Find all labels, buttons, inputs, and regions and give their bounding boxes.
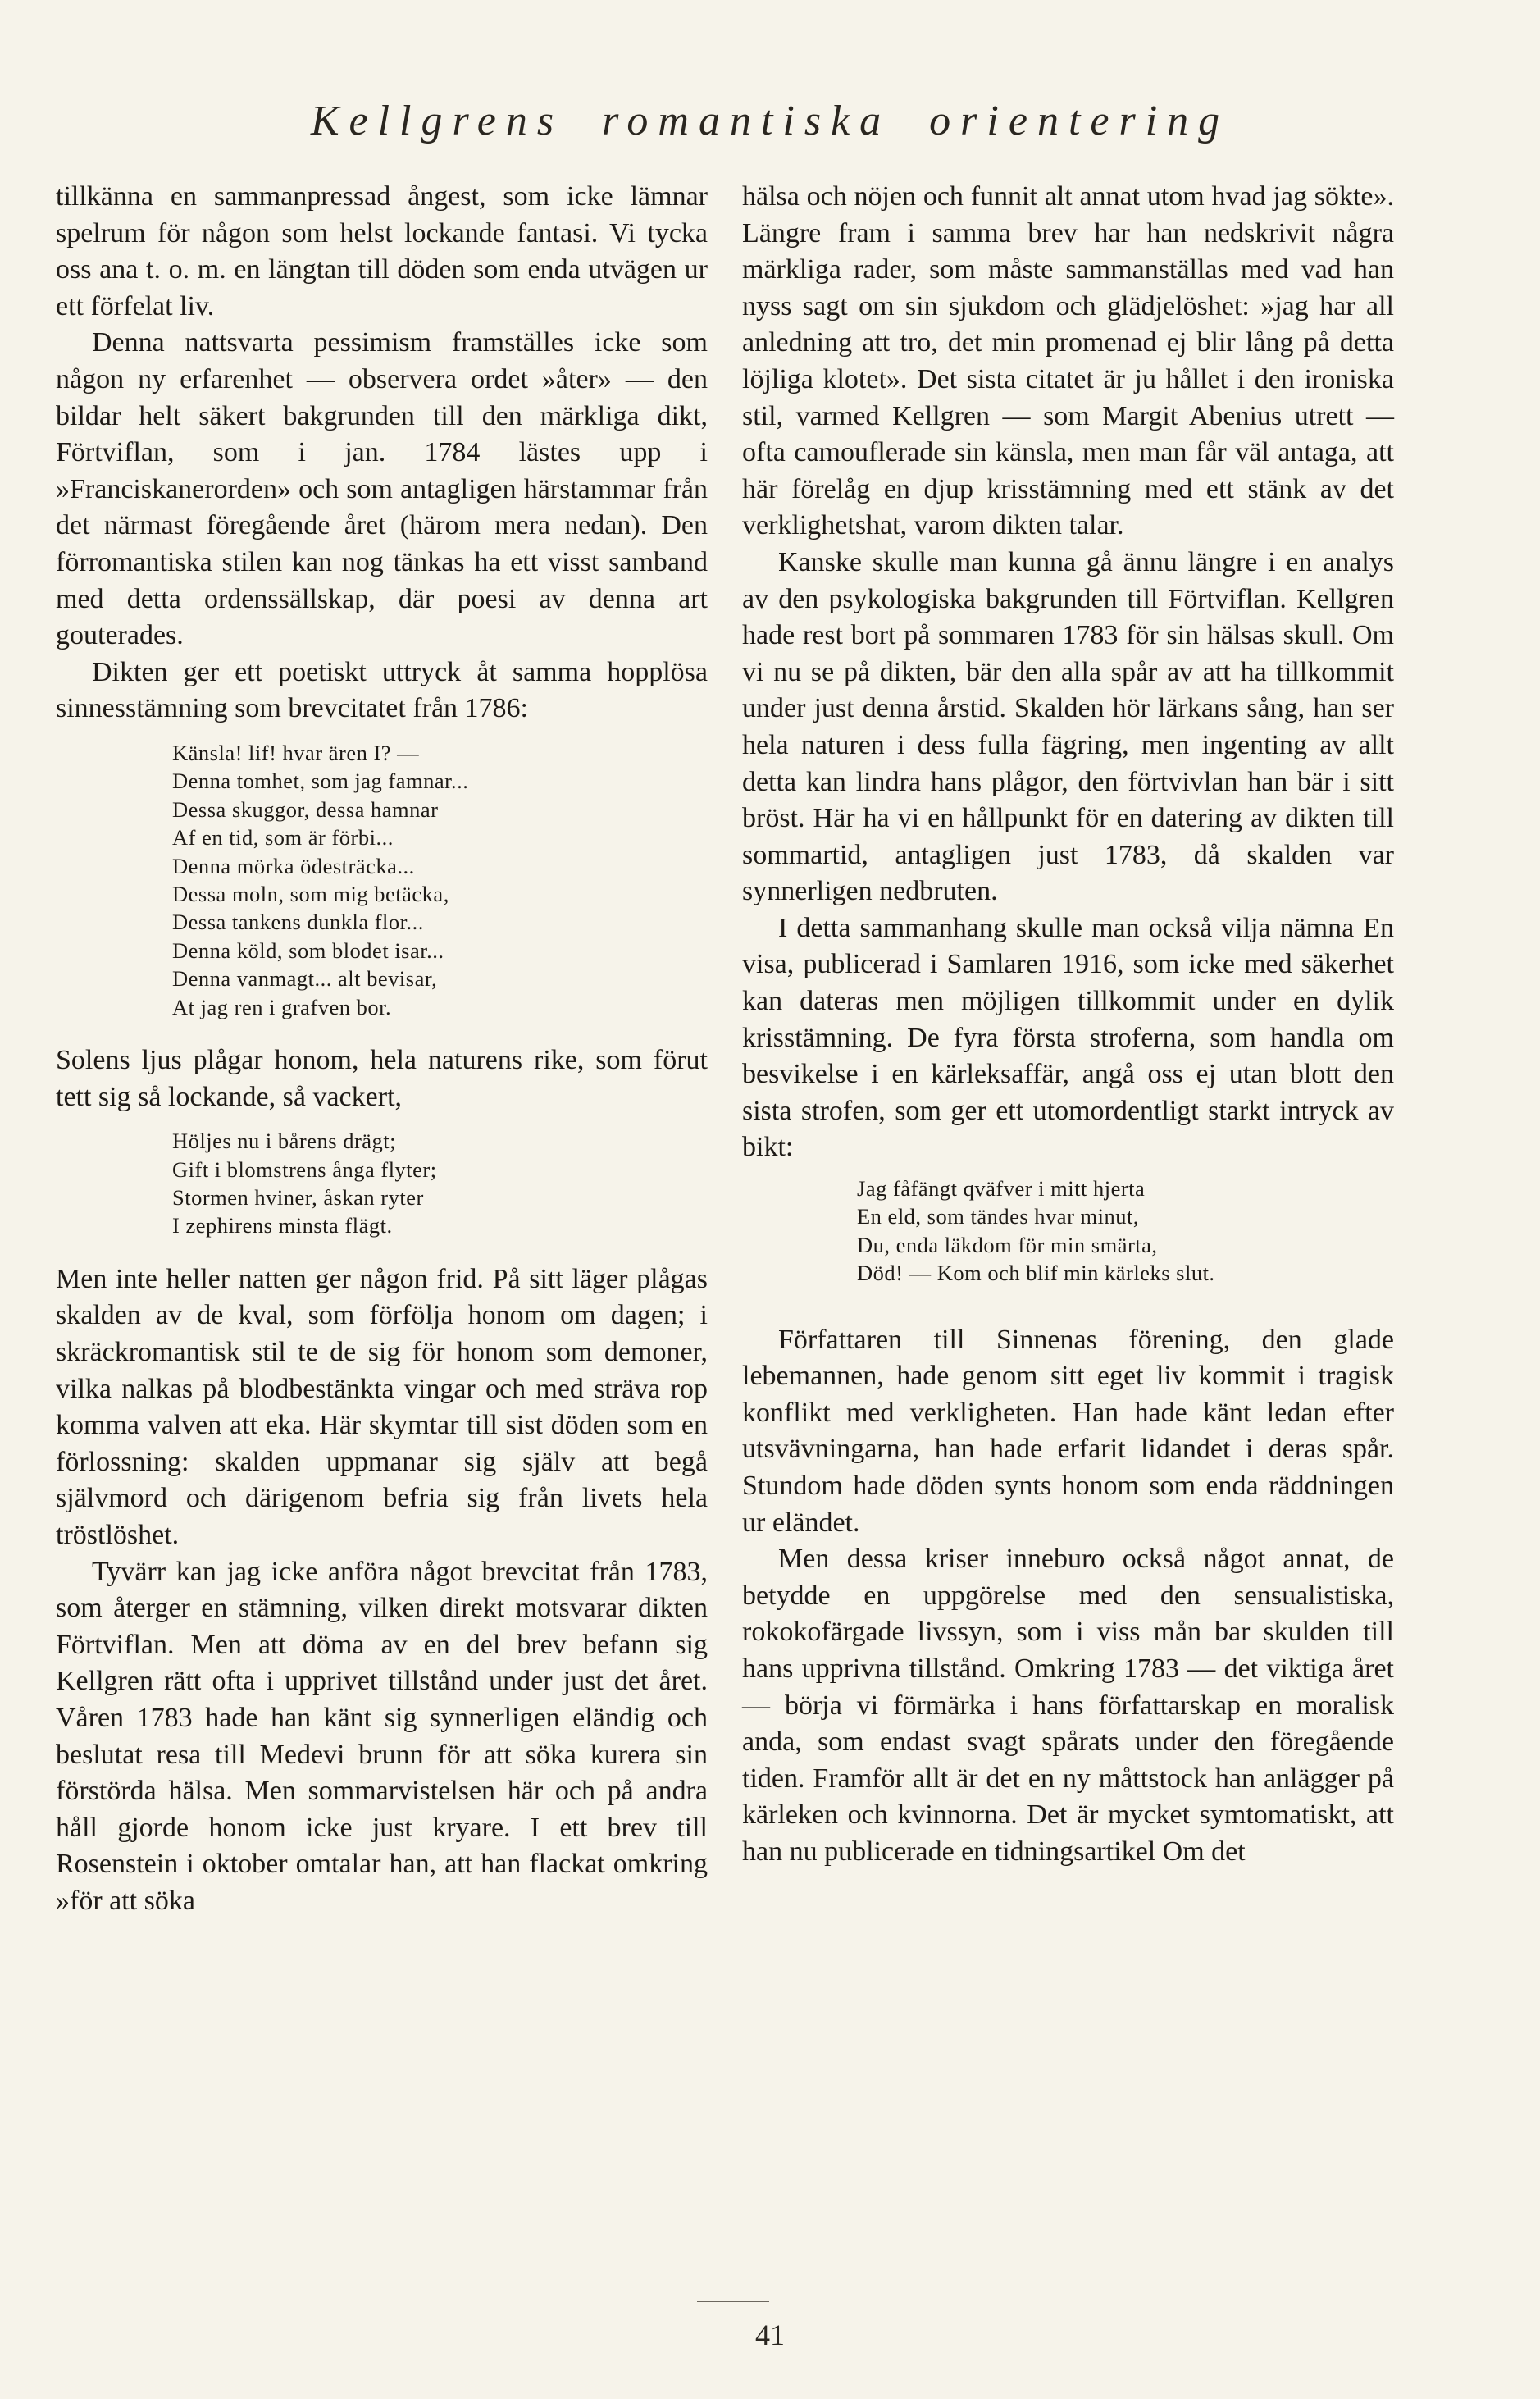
poem-line: At jag ren i grafven bor. bbox=[172, 994, 392, 1019]
poem-line: En eld, som tändes hvar minut, bbox=[857, 1204, 1139, 1229]
paragraph: hälsa och nöjen och funnit alt annat utom hvad jag sökte». Längre fram i samma brev har han nedskrivit några märkliga rader, som måste sammanställas med vad han nyss sagt om sin sjukdom och glädjelöshet: »jag har all anledning att tro, det min promenad ej blir lång på detta löjliga klotet». Det sista citatet är ju hållet i den ironiska stil, varmed Kellgren — som Margit Abenius utrett — ofta camouflerade sin känsla, men man får väl antaga, att här förelåg en djup krisstämning med ett stänk av det verklighetshat, varom dikten talar. bbox=[742, 181, 1394, 541]
paragraph: Denna nattsvarta pessimism framställes icke som någon ny erfarenhet — observera ordet »åter» — den bildar helt säkert bakgrunden till den märkliga dikt, Förtviflan, som i jan. 1784 lästes upp i »Franciskanerorden» och som antagligen härstammar från det närmast föregående året (härom mera nedan). Den förromantiska stilen kan nog tänkas ha ett visst samband med detta ordenssällskap, där poesi av denna art gouterades. bbox=[56, 327, 708, 651]
poem-line: Dessa skuggor, dessa hamnar bbox=[172, 796, 439, 822]
paragraph: I detta sammanhang skulle man också vilja nämna En visa, publicerad i Samlaren 1916, som icke med säkerhet kan dateras men möjligen tillkommit under en dylik krisstämning. De fyra första stroferna, som handla om besvikelse i en kärleksaffär, angå oss ej utan blott den sista strofen, som ger ett utomordentligt starkt intryck av bikt: bbox=[742, 912, 1394, 1163]
poem-line: Af en tid, som är förbi... bbox=[172, 825, 394, 851]
poem-line: Denna tomhet, som jag famnar... bbox=[172, 769, 469, 794]
right-column bbox=[742, 179, 1394, 1871]
poem-line: Stormen hviner, åskan ryter bbox=[172, 1184, 424, 1210]
poem-line: Du, enda läkdom för min smärta, bbox=[857, 1232, 1158, 1257]
poem-line: I zephirens minsta flägt. bbox=[172, 1213, 393, 1238]
poem-line: Dessa moln, som mig betäcka, bbox=[172, 881, 449, 906]
poem-line: Denna köld, som blodet isar... bbox=[172, 937, 444, 963]
poem-line: Känsla! lif! hvar ären I? — bbox=[172, 740, 420, 765]
paragraph: Men dessa kriser inneburo också något annat, de betydde en uppgörelse med den sensualistiska, rokokofärgade livssyn, som i viss mån bar skulden till hans upprivna tillstånd. Omkring 1783 — det viktiga året — börja vi förmärka i hans författarskap en moralisk anda, som endast svagt spårats under den föregående tiden. Framför allt är det en ny måttstock han anlägger på kärleken och kvinnorna. Det är mycket symtomatiskt, att han nu publicerade en tidningsartikel Om det bbox=[742, 1544, 1394, 1867]
poem-quote-nature bbox=[172, 1127, 708, 1240]
paragraph: Solens ljus plågar honom, hela naturens rike, som förut tett sig så lockande, så vackert, bbox=[56, 1044, 708, 1112]
paragraph: tillkänna en sammanpressad ångest, som icke lämnar spelrum för någon som helst lockande fantasi. Vi tycka oss ana t. o. m. en längtan till döden som enda utvägen ur ett förfelat liv. bbox=[56, 181, 708, 322]
poem-line: Jag fåfängt qväfver i mitt hjerta bbox=[857, 1176, 1146, 1202]
poem-line: Dessa tankens dunkla flor... bbox=[172, 910, 424, 935]
running-title: Kellgrens romantiska orientering bbox=[310, 98, 1230, 144]
poem-line: Denna mörka ödesträcka... bbox=[172, 853, 415, 878]
page-number: 41 bbox=[755, 2319, 785, 2351]
poem-quote-forvivlan bbox=[172, 739, 708, 1021]
poem-quote-en-visa bbox=[857, 1174, 1394, 1288]
poem-line: Gift i blomstrens ånga flyter; bbox=[172, 1156, 437, 1182]
page-number-rule bbox=[697, 2301, 769, 2302]
poem-line: Denna vanmagt... alt bevisar, bbox=[172, 966, 438, 992]
poem-line: Höljes nu i bårens drägt; bbox=[172, 1129, 397, 1154]
poem-line: Död! — Kom och blif min kärleks slut. bbox=[857, 1261, 1215, 1286]
paragraph: Dikten ger ett poetiskt uttryck åt samma hopplösa sinnesstämning som brevcitatet från 1786: bbox=[56, 656, 708, 724]
paragraph: Men inte heller natten ger någon frid. På sitt läger plågas skalden av de kval, som förfölja honom om dagen; i skräckromantisk stil te de sig för honom som demoner, vilka nalkas på blodbestänkta vingar och med sträva rop komma valven att eka. Här skymtar till sist döden som en förlossning: skalden uppmanar sig själv att begå självmord och därigenom befria sig från livets hela tröstlöshet. bbox=[56, 1263, 708, 1550]
paragraph: Tyvärr kan jag icke anföra något brevcitat från 1783, som återger en stämning, vilken direkt motsvarar dikten Förtviflan. Men att döma av en del brev befann sig Kellgren rätt ofta i upprivet tillstånd under just det året. Våren 1783 hade han känt sig synnerligen eländig och beslutat resa till Medevi brunn för att söka kurera sin förstörda hälsa. Men sommarvistelsen här och på andra håll gjorde honom icke just kryare. I ett brev till Rosenstein i oktober omtalar han, att han flackat omkring »för att söka bbox=[56, 1556, 708, 1916]
paragraph: Författaren till Sinnenas förening, den glade lebemannen, hade genom sitt eget liv kommit i tragisk konflikt med verkligheten. Han hade känt ledan efter utsvävningarna, han hade erfarit lidandet i deras spår. Stundom hade döden synts honom som enda räddningen ur eländet. bbox=[742, 1324, 1394, 1538]
left-column bbox=[56, 179, 708, 1919]
paragraph: Kanske skulle man kunna gå ännu längre i en analys av den psykologiska bakgrunden till Förtviflan. Kellgren hade rest bort på sommaren 1783 för sin hälsas skull. Om vi nu se på dikten, bär den alla spår av att ha tillkommit under just denna årstid. Skalden hör lärkans sång, han ser hela naturen i dess fulla fägring, men ingenting av allt detta kan lindra hans plågor, den förtvivlan han bär i sitt bröst. Här ha vi en hållpunkt för en datering av dikten till sommartid, antagligen just 1783, då skalden var synnerligen nedbruten. bbox=[742, 546, 1394, 907]
